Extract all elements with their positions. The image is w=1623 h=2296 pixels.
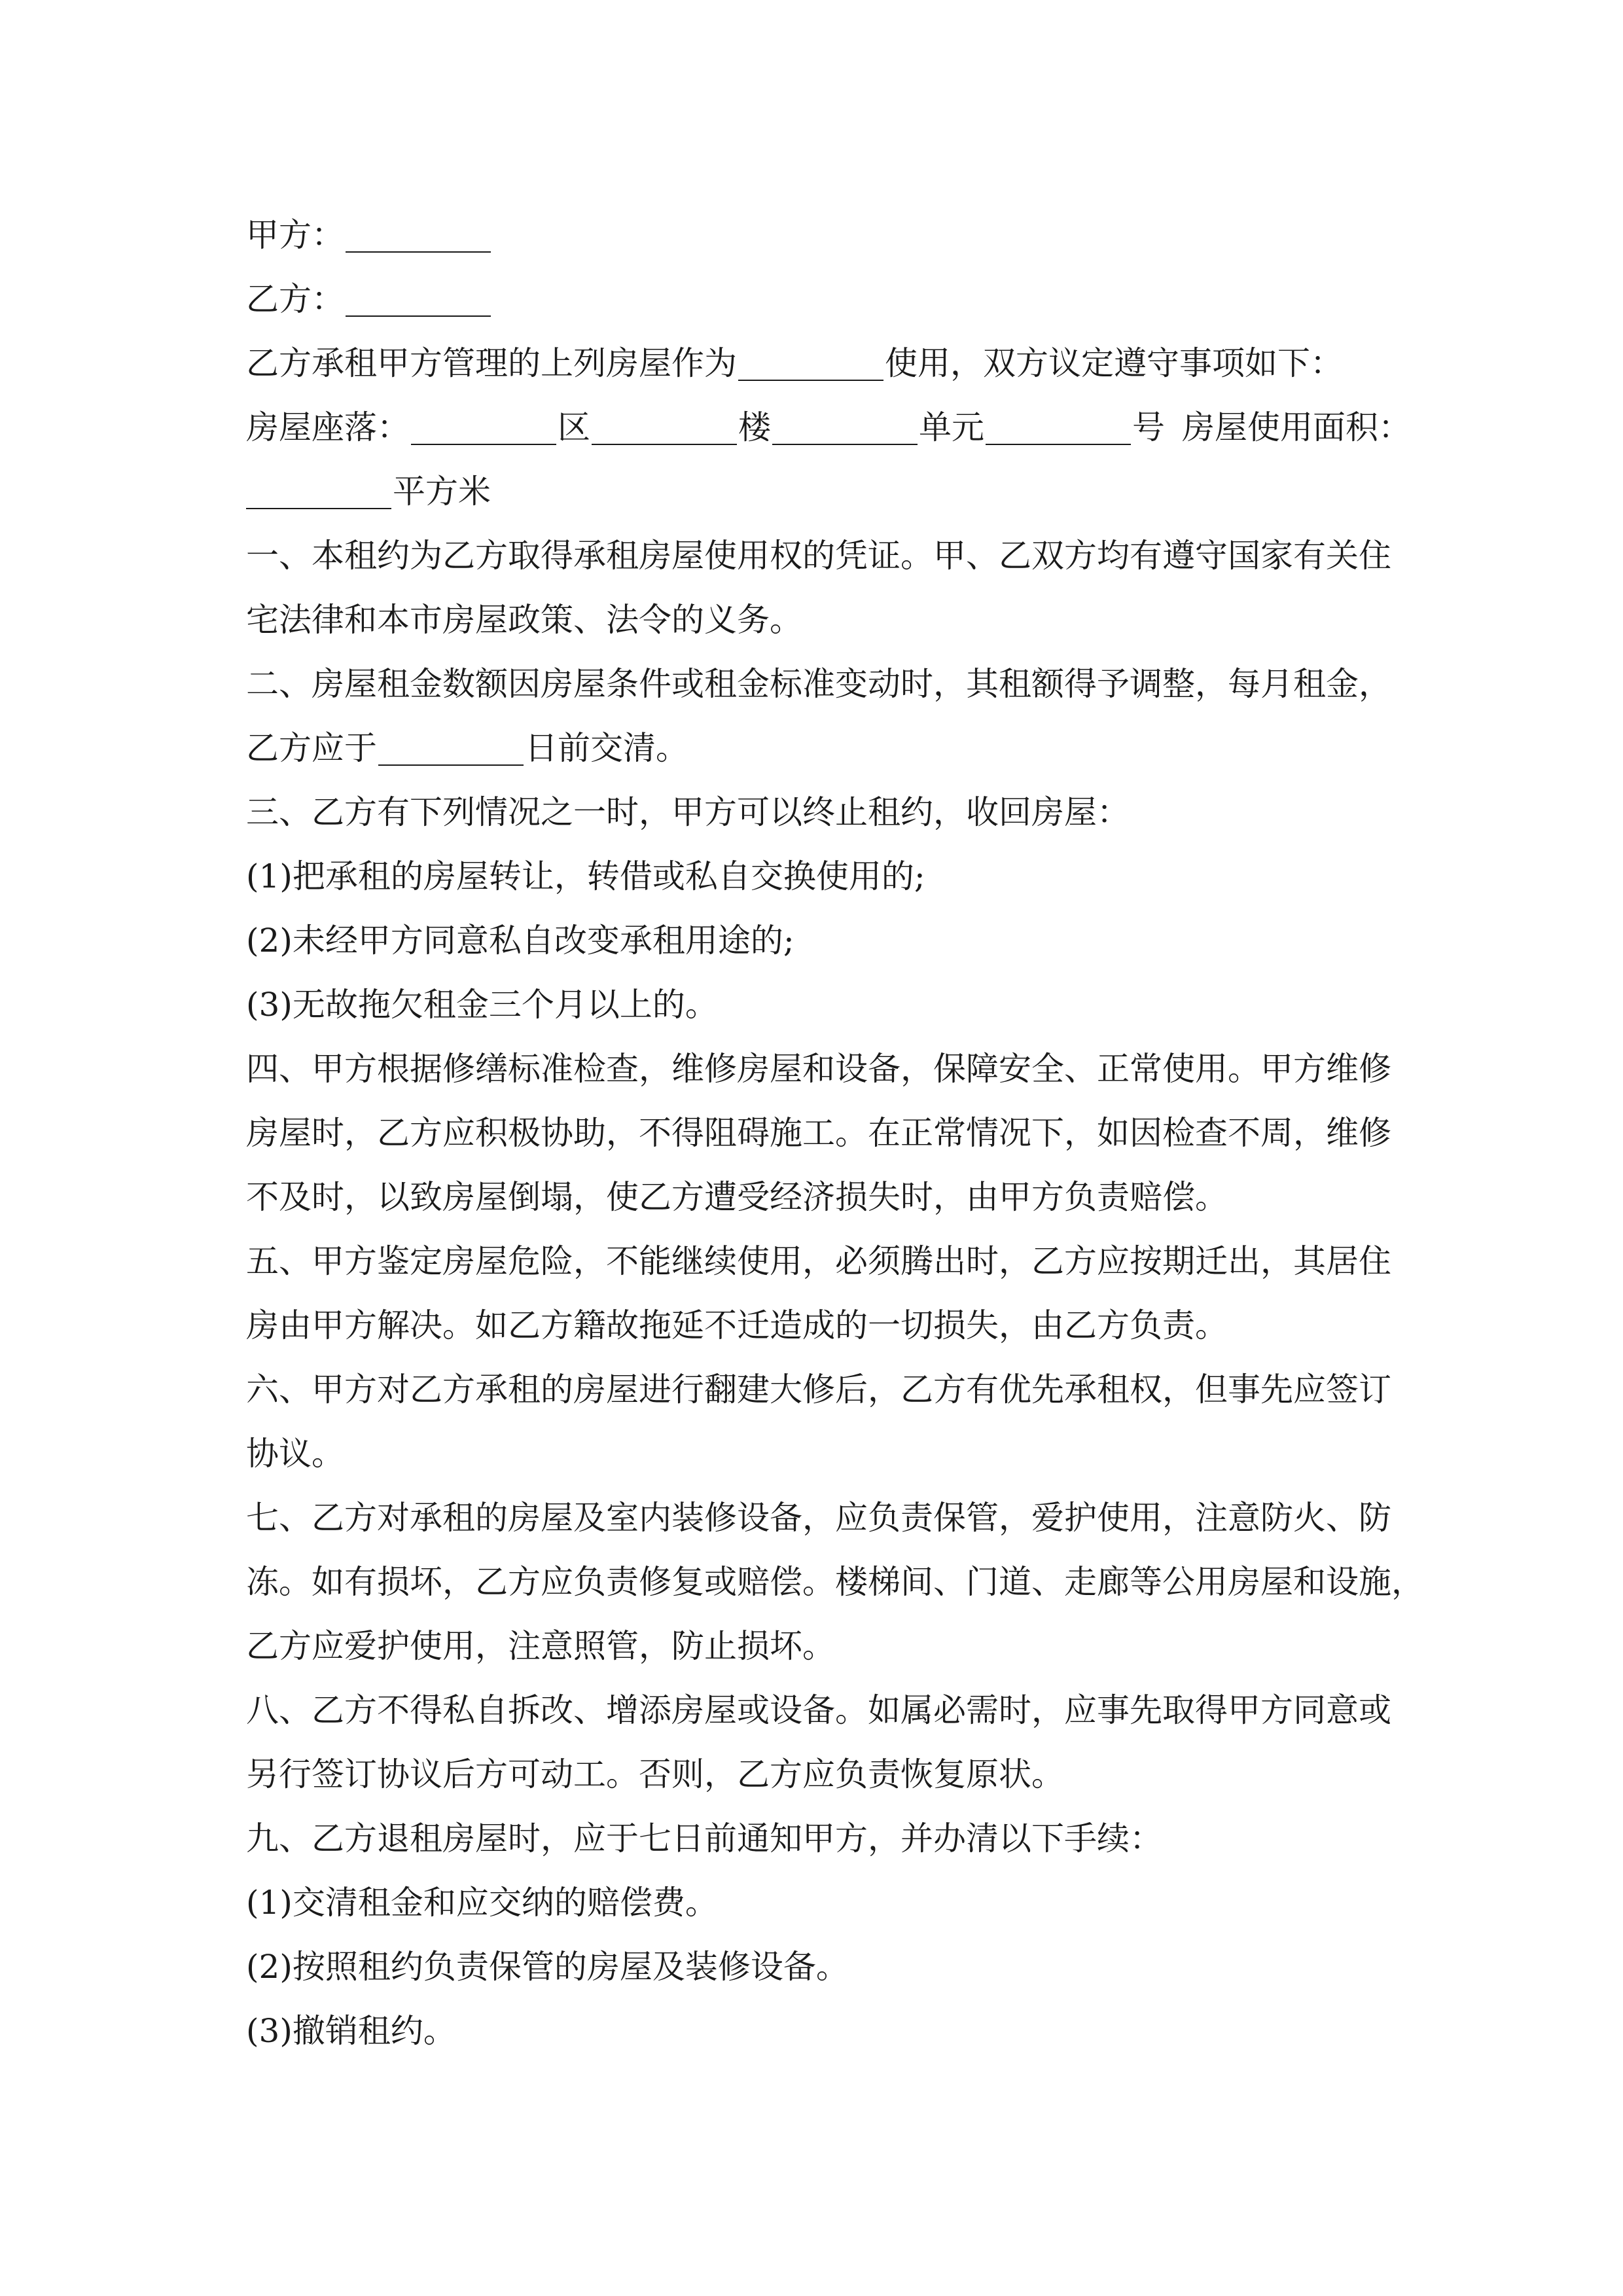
clause-9-line-1: 九、乙方退租房屋时，应于七日前通知甲方，并办清以下手续：	[246, 1820, 1162, 1857]
clause-6-line-2: 协议。	[246, 1435, 344, 1473]
district-blank[interactable]	[411, 404, 556, 445]
clause-2-text-after: 日前交清。	[525, 729, 688, 767]
area-label: 房屋使用面积：	[1182, 408, 1411, 446]
party-b-line	[246, 267, 1391, 331]
clause-3-item-3: (3)无故拖欠租金三个月以上的。	[246, 986, 718, 1024]
area-unit: 平方米	[393, 473, 491, 511]
area-line	[246, 459, 1391, 524]
clause-9-item-2: (2)按照租约负责保管的房屋及装修设备。	[246, 1948, 849, 1986]
location-label: 房屋座落：	[246, 408, 410, 446]
rent-day-blank[interactable]	[378, 725, 524, 766]
clause-4-line-3: 不及时，以致房屋倒塌，使乙方遭受经济损失时，由甲方负责赔偿。	[246, 1178, 1228, 1216]
clause-7-line-1: 七、乙方对承租的房屋及室内装修设备，应负责保管，爱护使用，注意防火、防	[246, 1499, 1391, 1537]
intro-text-before: 乙方承租甲方管理的上列房屋作为	[246, 344, 737, 382]
clause-2-line-2	[246, 716, 1391, 780]
party-a-blank[interactable]	[346, 212, 491, 253]
clause-8-line-1: 八、乙方不得私自拆改、增添房屋或设备。如属必需时，应事先取得甲方同意或	[246, 1691, 1391, 1729]
clause-3-item-2: (2)未经甲方同意私自改变承租用途的;	[246, 922, 794, 960]
party-b-blank[interactable]	[346, 276, 491, 317]
clause-3-line-1: 三、乙方有下列情况之一时，甲方可以终止租约，收回房屋：	[246, 793, 1130, 831]
district-label: 区	[558, 408, 590, 446]
location-line	[246, 395, 1411, 459]
unit-label: 单元	[919, 408, 984, 446]
clause-1-line-2: 宅法律和本市房屋政策、法令的义务。	[246, 601, 802, 639]
clause-2-line-1: 二、房屋租金数额因房屋条件或租金标准变动时，其租额得予调整，每月租金，	[246, 665, 1391, 703]
clause-1-line-1: 一、本租约为乙方取得承租房屋使用权的凭证。甲、乙双方均有遵守国家有关住	[246, 537, 1391, 575]
clause-7-line-3: 乙方应爱护使用，注意照管，防止损坏。	[246, 1627, 835, 1665]
clause-2-text-before: 乙方应于	[246, 729, 377, 767]
clause-9-item-1: (1)交清租金和应交纳的赔偿费。	[246, 1884, 718, 1922]
intro-line	[246, 331, 1391, 395]
party-a-label: 甲方：	[246, 216, 344, 254]
clause-7-line-2: 冻。如有损坏，乙方应负责修复或赔偿。楼梯间、门道、走廊等公用房屋和设施，	[246, 1563, 1424, 1601]
area-blank[interactable]	[246, 469, 391, 509]
lease-contract-body	[246, 203, 1424, 2063]
clause-8-line-2: 另行签订协议后方可动工。否则，乙方应负责恢复原状。	[246, 1755, 1064, 1793]
party-b-label: 乙方：	[246, 280, 344, 318]
clause-5-line-2: 房由甲方解决。如乙方籍故拖延不迁造成的一切损失，由乙方负责。	[246, 1306, 1228, 1344]
clause-6-line-1: 六、甲方对乙方承租的房屋进行翻建大修后，乙方有优先承租权，但事先应签订	[246, 1371, 1391, 1408]
number-blank[interactable]	[986, 404, 1131, 445]
party-a-line	[246, 203, 1391, 267]
usage-blank[interactable]	[738, 340, 883, 381]
clause-9-item-3: (3)撤销租约。	[246, 2012, 456, 2050]
unit-blank[interactable]	[772, 404, 918, 445]
building-blank[interactable]	[592, 404, 737, 445]
clause-3-item-1: (1)把承租的房屋转让，转借或私自交换使用的;	[246, 857, 925, 895]
building-label: 楼	[738, 408, 771, 446]
clause-5-line-1: 五、甲方鉴定房屋危险，不能继续使用，必须腾出时，乙方应按期迁出，其居住	[246, 1242, 1391, 1280]
intro-text-after: 使用，双方议定遵守事项如下：	[885, 344, 1343, 382]
clause-4-line-2: 房屋时，乙方应积极协助，不得阻碍施工。在正常情况下，如因检查不周，维修	[246, 1114, 1391, 1152]
clause-4-line-1: 四、甲方根据修缮标准检查，维修房屋和设备，保障安全、正常使用。甲方维修	[246, 1050, 1391, 1088]
number-label: 号	[1132, 408, 1165, 446]
